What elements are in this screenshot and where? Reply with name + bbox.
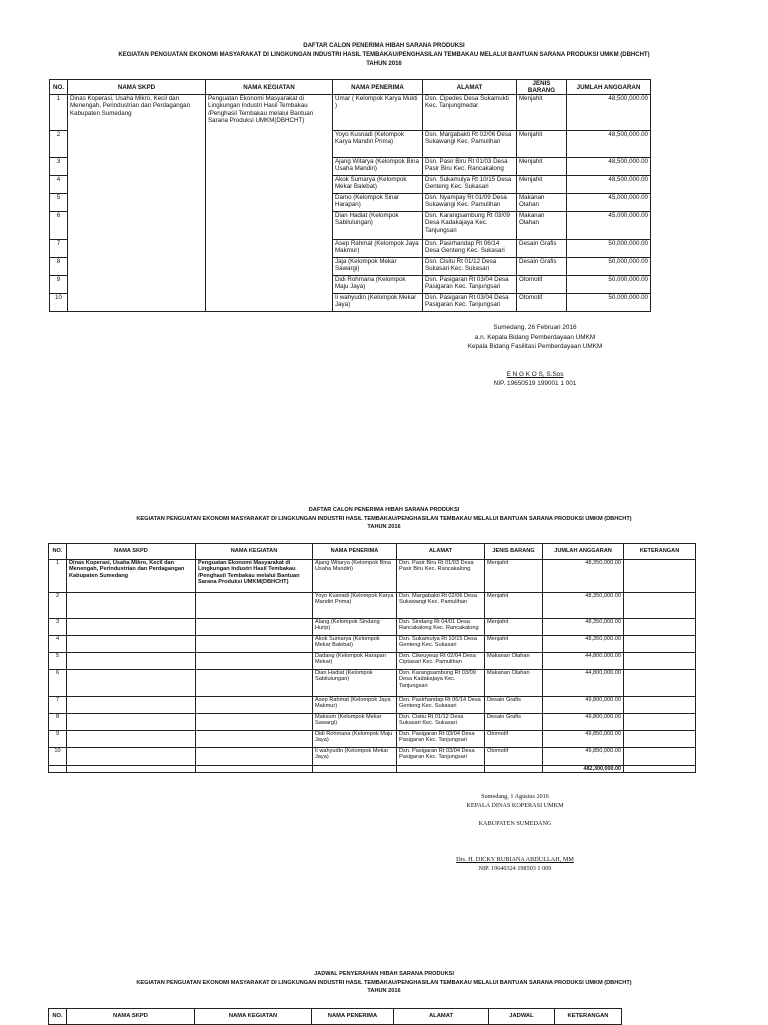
doc1-signature xyxy=(400,323,670,389)
alamat-cell: Dsn. Cisitu Rt 01/12 Desa Sukasari Kec. Sukasari xyxy=(423,258,517,276)
doc2-sign-nip: NIP. 19640324 198503 1 009 xyxy=(478,865,552,872)
penerima-cell: Ajang Witarya (Kelompok Bina Usaha Mandiri) xyxy=(333,158,423,176)
keterangan-cell xyxy=(624,619,696,636)
doc3-header-row xyxy=(49,1009,622,1025)
doc1-col-no: NO. xyxy=(50,80,68,95)
kegiatan-cell xyxy=(196,697,313,714)
jumlah-cell: 50,000,000.00 xyxy=(567,240,651,258)
skpd-cell xyxy=(67,593,196,619)
penerima-cell: Umar ( Kelompok Karya Mukti ) xyxy=(333,95,423,131)
alamat-cell: Dsn. Pasirhandap Rt 06/14 Desa Genteng Kec. Sukasari xyxy=(397,697,485,714)
penerima-cell: Yoyo Kusnadi (Kelompok Karya Mandiri Prima) xyxy=(313,593,397,619)
doc2-col-kegiatan: NAMA KEGIATAN xyxy=(196,544,313,560)
doc1-sign-line1: a.n. Kepala Bidang Pemberdayaan UMKM xyxy=(474,333,596,341)
doc2-subtitle: KEGIATAN PENGUATAN EKONOMI MASYARAKAT DI LINGKUNGAN INDUSTRI HASIL TEMBAKAU/PENGHASILAN TEMBAKAU MELALUI BANTUAN SARANA PRODUKSI UMKM (DBHCHT) xyxy=(136,515,632,522)
jumlah-cell: 49,800,000.00 xyxy=(543,697,624,714)
table-row xyxy=(49,560,696,593)
table-row xyxy=(49,697,696,714)
alamat-cell: Dsn. Pasigaran Rt 03/04 Desa Pasigaran Kec. Tanjungsari xyxy=(423,294,517,312)
row-no: 6 xyxy=(50,212,68,240)
jumlah-cell: 48,350,000.00 xyxy=(543,560,624,593)
doc2-col-no: NO. xyxy=(49,544,67,560)
row-no: 9 xyxy=(49,731,67,748)
kegiatan-cell xyxy=(196,731,313,748)
doc1-sign-nip: NIP. 19650519 199001 1 001 xyxy=(493,380,577,387)
doc3-title-block xyxy=(0,970,768,996)
jumlah-cell: 49,800,000.00 xyxy=(543,714,624,731)
barang-cell: Menjahit xyxy=(517,95,567,131)
barang-cell: Otomotif xyxy=(517,294,567,312)
kegiatan-cell xyxy=(196,670,313,697)
skpd-cell: Dinas Koperasi, Usaha Mikro, Kecil dan Menengah, Perindustrian dan Perdagangan Kabupaten Sumedang xyxy=(68,95,206,312)
doc1-year: TAHUN 2016 xyxy=(366,61,402,67)
penerima-cell: Damo (Kelompok Sinar Harapan) xyxy=(333,194,423,212)
alamat-cell: Dsn. Pasir Biru Rt 01/03 Desa Pasir Biru Kec. Rancakalong xyxy=(397,560,485,593)
jumlah-cell: 49,850,000.00 xyxy=(543,748,624,766)
doc3-col-keterangan: KETERANGAN xyxy=(555,1009,622,1025)
jumlah-cell: 50,000,000.00 xyxy=(567,258,651,276)
alamat-cell: Dsn. Cikeuyeup Rt 02/04 Desa Ciptasari Kec. Pamulihan xyxy=(397,653,485,670)
keterangan-cell xyxy=(624,748,696,766)
penerima-cell: Ajang Witarya (Kelompok Bina Usaha Mandiri) xyxy=(313,560,397,593)
keterangan-cell xyxy=(624,636,696,653)
doc2-col-skpd: NAMA SKPD xyxy=(67,544,196,560)
penerima-cell: Asep Rahmat (Kelompok Jaya Makmur) xyxy=(333,240,423,258)
table-row xyxy=(49,731,696,748)
jumlah-cell: 49,850,000.00 xyxy=(543,731,624,748)
kegiatan-cell: Penguatan Ekonomi Masyarakat di Lingkungan Industri Hasil Tembakau /Penghasil Tembakau melalui Bantuan Sarana Produksi UMKM(DBHCHT) xyxy=(196,560,313,593)
barang-cell: Desain Grafis xyxy=(517,258,567,276)
doc2-col-keterangan: KETERANGAN xyxy=(624,544,696,560)
kegiatan-cell xyxy=(196,636,313,653)
row-no: 10 xyxy=(49,748,67,766)
barang-cell: Makanan Olahan xyxy=(517,194,567,212)
row-no: 8 xyxy=(49,714,67,731)
keterangan-cell xyxy=(624,653,696,670)
alamat-cell: Dsn. Margabakti Rt 02/06 Desa Sukawangi Kec. Pamulihan xyxy=(423,131,517,158)
doc1-col-barang: JENIS BARANG xyxy=(517,80,567,95)
jumlah-cell: 48,350,000.00 xyxy=(543,593,624,619)
jumlah-cell: 48,500,000.00 xyxy=(567,131,651,158)
penerima-cell: Akok Sumarya (Kelompok Mekar Balebat) xyxy=(333,176,423,194)
skpd-cell xyxy=(67,653,196,670)
doc2-sign-date: Sumedang, 1 Agustus 2016 xyxy=(481,793,549,800)
barang-cell: Menjahit xyxy=(485,560,543,593)
table-row xyxy=(49,653,696,670)
doc1-subtitle: KEGIATAN PENGUATAN EKONOMI MASYARAKAT DI LINGKUNGAN INDUSTRI HASIL TEMBAKAU/PENGHASILAN TEMBAKAU MELALUI BANTUAN SARANA PRODUKSI UMKM (DBHCHT) xyxy=(118,52,650,58)
row-no: 1 xyxy=(50,95,68,131)
row-no: 10 xyxy=(50,294,68,312)
penerima-cell: Didi Rohmana (Kelompok Maju Jaya) xyxy=(333,276,423,294)
jumlah-cell: 48,500,000.00 xyxy=(567,158,651,176)
keterangan-cell xyxy=(624,560,696,593)
alamat-cell: Dsn. Pasigaran Rt 03/04 Desa Pasigaran Kec. Tanjungsari xyxy=(423,276,517,294)
alamat-cell: Dsn. Karangsambung Rt 03/09 Desa Kadakajaya Kec. Tanjungsari xyxy=(423,212,517,240)
skpd-cell xyxy=(67,714,196,731)
doc3-col-jadwal: JADWAL xyxy=(489,1009,555,1025)
alamat-cell: Dsn. Sukamulya Rt 10/15 Desa Genteng Kec. Sukasari xyxy=(397,636,485,653)
jumlah-cell: 45,000,000.00 xyxy=(567,194,651,212)
doc1-header-row xyxy=(50,80,651,95)
penerima-cell: Jaja (Kelompok Mekar Sawargi) xyxy=(333,258,423,276)
doc1-table xyxy=(49,79,651,312)
barang-cell: Menjahit xyxy=(517,158,567,176)
barang-cell: Otomotif xyxy=(485,731,543,748)
row-no: 7 xyxy=(50,240,68,258)
doc2-sign-line2: KABUPATEN SUMEDANG xyxy=(478,820,552,827)
doc2-col-penerima: NAMA PENERIMA xyxy=(313,544,397,560)
alamat-cell: Dsn. Sindang Rt 04/01 Desa Rancakalong Kec. Rancakalong xyxy=(397,619,485,636)
barang-cell: Makanan Olahan xyxy=(517,212,567,240)
row-no: 4 xyxy=(49,636,67,653)
jumlah-cell: 45,000,000.00 xyxy=(567,212,651,240)
barang-cell: Otomotif xyxy=(517,276,567,294)
doc3-col-alamat: ALAMAT xyxy=(394,1009,489,1025)
doc1-col-alamat: ALAMAT xyxy=(423,80,517,95)
skpd-cell xyxy=(67,619,196,636)
doc3-year: TAHUN 2016 xyxy=(367,988,401,994)
doc2-title-block xyxy=(0,506,768,532)
penerima-cell: Dian Hadiat (Kelompok Sabilulungan) xyxy=(333,212,423,240)
alamat-cell: Dsn. Pasirhandap Rt 06/14 Desa Genteng Kec. Sukasari xyxy=(423,240,517,258)
doc3-col-penerima: NAMA PENERIMA xyxy=(312,1009,394,1025)
jumlah-cell: 44,800,000.00 xyxy=(543,670,624,697)
row-no: 7 xyxy=(49,697,67,714)
row-no: 1 xyxy=(49,560,67,593)
penerima-cell: Dian Hadiat (Kelompok Sabilulungan) xyxy=(313,670,397,697)
alamat-cell: Dsn. Pasigaran Rt 03/04 Desa Pasigaran Kec. Tanjungsari xyxy=(397,748,485,766)
doc3-col-no: NO. xyxy=(49,1009,67,1025)
doc2-header-row xyxy=(49,544,696,560)
penerima-cell: Yoyo Kusnadi (Kelompok Karya Mandiri Prima) xyxy=(333,131,423,158)
alamat-cell: Dsn. Cisitu Rt 01/12 Desa Sukasari Kec. Sukasari xyxy=(397,714,485,731)
jumlah-cell: 48,350,000.00 xyxy=(543,619,624,636)
table-row xyxy=(49,714,696,731)
alamat-cell: Dsn. Nyampay Rt 01/09 Desa Sukawangi Kec. Pamulihan xyxy=(423,194,517,212)
doc2-sign-name: Drs. H. DICKY RUBIANA ABDULLAH, MM xyxy=(456,856,574,863)
table-row xyxy=(49,636,696,653)
row-no: 3 xyxy=(50,158,68,176)
table-row xyxy=(49,670,696,697)
doc3-table xyxy=(48,1008,622,1025)
penerima-cell: Asep Rahmat (Kelompok Jaya Makmur) xyxy=(313,697,397,714)
row-no: 4 xyxy=(50,176,68,194)
barang-cell: Menjahit xyxy=(517,131,567,158)
penerima-cell: Maksum (Kelompok Mekar Sawargi) xyxy=(313,714,397,731)
doc3-title: JADWAL PENYERAHAN HIBAH SARANA PRODUKSI xyxy=(314,971,454,977)
penerima-cell: Alang (Kelompok Sindang Hurip) xyxy=(313,619,397,636)
barang-cell: Desain Grafis xyxy=(485,697,543,714)
doc2-title: DAFTAR CALON PENERIMA HIBAH SARANA PRODUKSI xyxy=(308,507,460,513)
kegiatan-cell: Penguatan Ekonomi Masyarakat di Lingkungan Industri Hasil Tembakau /Penghasil Tembakau melalui Bantuan Sarana Produksi UMKM(DBHCHT) xyxy=(206,95,333,312)
doc1-sign-line2: Kepala Bidang Fasilitasi Pemberdayaan UMKM xyxy=(467,343,603,350)
barang-cell: Otomotif xyxy=(485,748,543,766)
jumlah-cell: 48,500,000.00 xyxy=(567,176,651,194)
keterangan-cell xyxy=(624,731,696,748)
barang-cell: Menjahit xyxy=(485,619,543,636)
alamat-cell: Dsn. Sukamulya Rt 10/15 Desa Genteng Kec. Sukasari xyxy=(423,176,517,194)
barang-cell: Makanan Olahan xyxy=(485,653,543,670)
alamat-cell: Dsn. Pasir Biru Rt 01/03 Desa Pasir Biru Kec. Rancakalong xyxy=(423,158,517,176)
alamat-cell: Dsn. Pasigaran Rt 03/04 Desa Pasigaran Kec. Tanjungsari xyxy=(397,731,485,748)
row-no: 3 xyxy=(49,619,67,636)
table-row xyxy=(49,593,696,619)
row-no: 6 xyxy=(49,670,67,697)
barang-cell: Makanan Olahan xyxy=(485,670,543,697)
skpd-cell xyxy=(67,748,196,766)
barang-cell: Menjahit xyxy=(517,176,567,194)
doc2-table xyxy=(48,543,696,773)
skpd-cell xyxy=(67,636,196,653)
skpd-cell xyxy=(67,697,196,714)
skpd-cell xyxy=(67,731,196,748)
row-no: 8 xyxy=(50,258,68,276)
kegiatan-cell xyxy=(196,593,313,619)
keterangan-cell xyxy=(624,593,696,619)
penerima-cell: Ii wahyudin (Kelompok Mekar Jaya) xyxy=(333,294,423,312)
total-cell: 482,300,000.00 xyxy=(543,766,624,773)
alamat-cell: Dsn. Margabakti Rt 02/06 Desa Sukawangi Kec. Pamulihan xyxy=(397,593,485,619)
jumlah-cell: 50,000,000.00 xyxy=(567,294,651,312)
penerima-cell: Akok Sumarya (Kelompok Mekar Balebat) xyxy=(313,636,397,653)
row-no: 2 xyxy=(50,131,68,158)
row-no: 5 xyxy=(50,194,68,212)
penerima-cell: Didi Rohmana (Kelompok Maju Jaya) xyxy=(313,731,397,748)
table-row xyxy=(50,95,651,131)
doc1-col-jumlah: JUMLAH ANGGARAN xyxy=(567,80,651,95)
alamat-cell: Dsn. Cipedes Desa Sukamukti Kec. Tanjungmedar xyxy=(423,95,517,131)
doc2-col-barang: JENIS BARANG xyxy=(485,544,543,560)
keterangan-cell xyxy=(624,697,696,714)
kegiatan-cell xyxy=(196,714,313,731)
jumlah-cell: 48,350,000.00 xyxy=(543,636,624,653)
kegiatan-cell xyxy=(196,653,313,670)
barang-cell: Desain Grafis xyxy=(517,240,567,258)
doc3-subtitle: KEGIATAN PENGUATAN EKONOMI MASYARAKAT DI LINGKUNGAN INDUSTRI HASIL TEMBAKAU/PENGHASILAN TEMBAKAU MELALUI BANTUAN SARANA PRODUKSI UMKM (DBHCHT) xyxy=(136,979,632,986)
doc1-col-skpd: NAMA SKPD xyxy=(68,80,206,95)
doc1-col-penerima: NAMA PENERIMA xyxy=(333,80,423,95)
kegiatan-cell xyxy=(196,619,313,636)
keterangan-cell xyxy=(624,670,696,697)
jumlah-cell: 48,500,000.00 xyxy=(567,95,651,131)
skpd-cell xyxy=(67,670,196,697)
doc3-col-kegiatan: NAMA KEGIATAN xyxy=(195,1009,312,1025)
total-row xyxy=(49,766,696,773)
alamat-cell: Dsn. Karangsambung Rt 03/09 Desa Kadakajaya Kec. Tanjungsari xyxy=(397,670,485,697)
barang-cell: Menjahit xyxy=(485,636,543,653)
jumlah-cell: 50,000,000.00 xyxy=(567,276,651,294)
doc3-col-skpd: NAMA SKPD xyxy=(67,1009,195,1025)
table-row xyxy=(49,619,696,636)
keterangan-cell xyxy=(624,714,696,731)
doc1-col-kegiatan: NAMA KEGIATAN xyxy=(206,80,333,95)
row-no: 9 xyxy=(50,276,68,294)
doc2-year: TAHUN 2016 xyxy=(367,524,401,530)
row-no: 5 xyxy=(49,653,67,670)
doc1-sign-date: Sumedang, 26 Februari 2016 xyxy=(493,324,577,331)
kegiatan-cell xyxy=(196,748,313,766)
doc2-col-jumlah: JUMLAH ANGGARAN xyxy=(543,544,624,560)
doc1-sign-name: E N G K O S, S.Sos xyxy=(506,370,564,378)
skpd-cell: Dinas Koperasi, Usaha Mikro, Kecil dan Menengah, Perindustrian dan Perdagangan Kabupaten Sumedang xyxy=(67,560,196,593)
jumlah-cell: 44,800,000.00 xyxy=(543,653,624,670)
row-no: 2 xyxy=(49,593,67,619)
penerima-cell: Ii wahyudin (Kelompok Mekar Jaya) xyxy=(313,748,397,766)
barang-cell: Menjahit xyxy=(485,593,543,619)
barang-cell: Desain Grafis xyxy=(485,714,543,731)
doc1-title: DAFTAR CALON PENERIMA HIBAH SARANA PRODUKSI xyxy=(303,43,465,49)
doc2-sign-line1: KEPALA DINAS KOPERASI UMKM xyxy=(466,802,564,809)
doc2-col-alamat: ALAMAT xyxy=(397,544,485,560)
penerima-cell: Dadang (Kelompok Harapan Mekar) xyxy=(313,653,397,670)
doc1-title-block xyxy=(0,42,768,69)
doc2-signature xyxy=(400,792,630,873)
table-row xyxy=(49,748,696,766)
